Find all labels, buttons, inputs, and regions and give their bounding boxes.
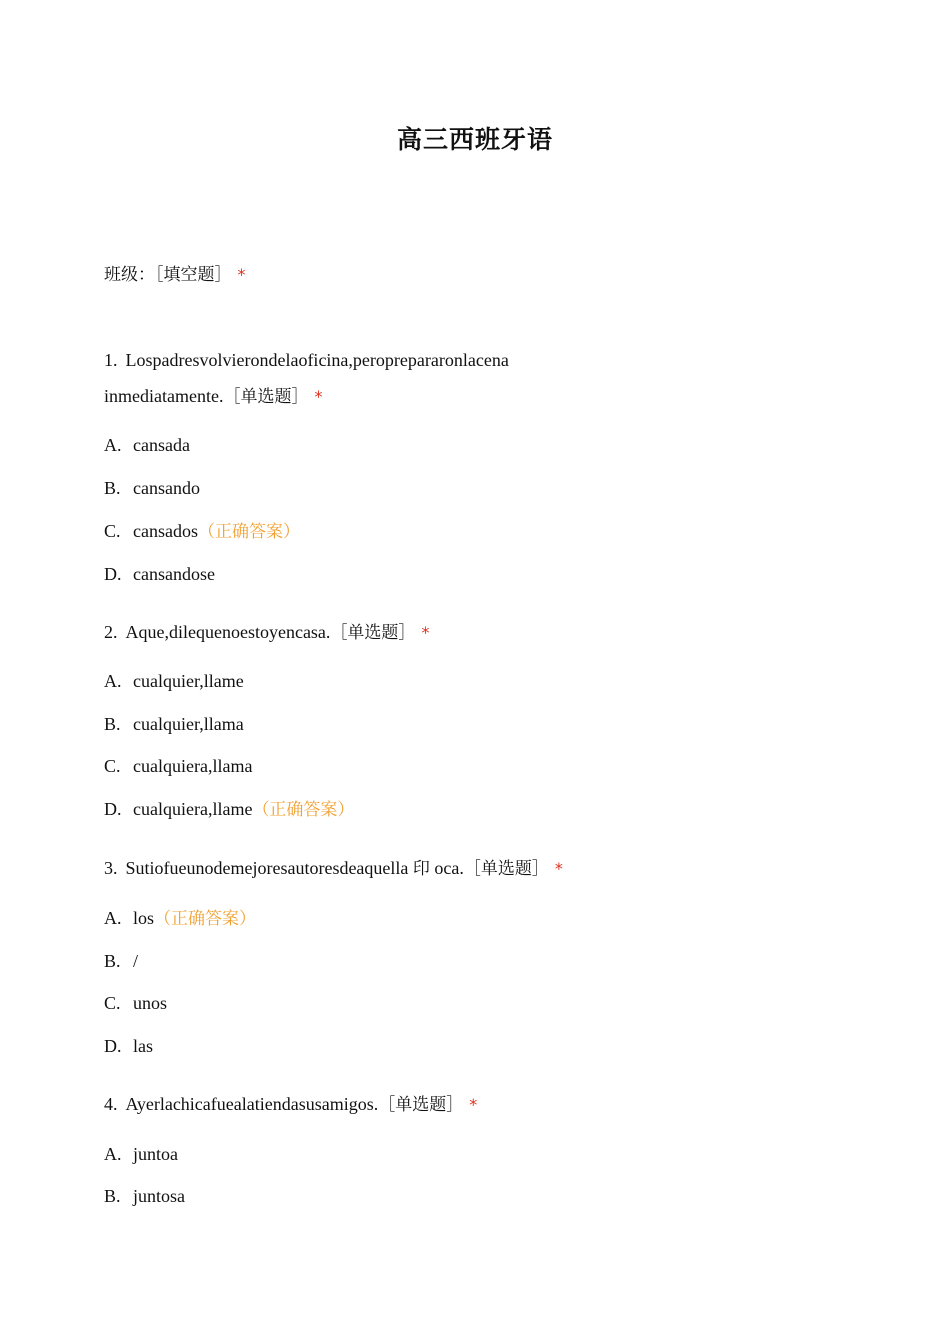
option-2b[interactable] [104, 712, 244, 736]
option-1a[interactable] [104, 433, 190, 457]
option-2a[interactable] [104, 669, 244, 693]
question-number: 2. [104, 622, 118, 642]
question-text: Aque,dilequenoestoyencasa. [125, 622, 331, 642]
option-text: cualquiera,llame [133, 799, 253, 819]
class-field [104, 262, 246, 287]
question-text: Ayerlachicafuealatiendasusamigos. [125, 1094, 379, 1114]
required-mark: * [421, 623, 430, 642]
option-text: cansandose [133, 564, 215, 584]
option-1d[interactable] [104, 562, 215, 586]
question-type: ［单选题］ [223, 387, 309, 407]
option-3c[interactable] [104, 991, 167, 1015]
option-3a[interactable] [104, 906, 256, 931]
required-mark: * [554, 859, 563, 878]
option-text: los [133, 908, 155, 928]
option-2d[interactable] [104, 797, 354, 822]
option-letter: D. [104, 1036, 122, 1056]
required-mark: * [314, 387, 323, 406]
option-text: cualquier,llama [133, 714, 244, 734]
option-text: juntosa [133, 1186, 185, 1206]
option-letter: D. [104, 564, 122, 584]
question-text: Sutiofueunodemejoresautoresdeaquella [125, 858, 409, 878]
option-text: cansados [133, 521, 198, 541]
option-1c[interactable] [104, 519, 300, 544]
option-letter: A. [104, 908, 122, 928]
option-letter: B. [104, 1186, 121, 1206]
option-letter: A. [104, 671, 122, 691]
question-type: ［单选题］ [330, 623, 416, 643]
correct-answer-marker: （正确答案） [154, 909, 257, 929]
correct-answer-marker: （正确答案） [197, 522, 300, 542]
option-letter: A. [104, 435, 122, 455]
option-text: unos [133, 993, 168, 1013]
correct-answer-marker: （正确答案） [252, 800, 355, 820]
option-letter: A. [104, 1144, 122, 1164]
question-text: oca. [434, 858, 464, 878]
option-letter: C. [104, 521, 121, 541]
page-title: 高三西班牙语 [396, 125, 553, 154]
question-text: inmediatamente. [104, 386, 224, 406]
option-letter: B. [104, 478, 121, 498]
question-3-text [104, 856, 563, 881]
question-1-text-cont [104, 384, 322, 409]
question-2-text [104, 620, 429, 645]
question-text: Lospadresvolvierondelaoficina,peroprepararonlacena [125, 350, 509, 370]
option-text: cualquier,llame [133, 671, 244, 691]
option-4b[interactable] [104, 1184, 185, 1208]
option-text: / [133, 951, 139, 971]
option-text: cualquiera,llama [133, 756, 253, 776]
option-letter: C. [104, 756, 121, 776]
question-4-text [104, 1092, 477, 1117]
option-text: juntoa [133, 1144, 178, 1164]
question-type: ［单选题］ [378, 1095, 464, 1115]
option-text: cansada [133, 435, 190, 455]
option-3b[interactable] [104, 949, 138, 973]
question-type: ［填空题］ [155, 265, 232, 285]
option-4a[interactable] [104, 1142, 178, 1166]
option-text: cansando [133, 478, 200, 498]
question-text-cjk: 印 [412, 859, 430, 879]
option-2c[interactable] [104, 754, 252, 778]
required-mark: * [237, 265, 246, 284]
option-letter: D. [104, 799, 122, 819]
question-number: 3. [104, 858, 118, 878]
option-letter: B. [104, 714, 121, 734]
question-1-text [104, 348, 509, 372]
option-1b[interactable] [104, 476, 200, 500]
question-type: ［单选题］ [463, 859, 549, 879]
option-3d[interactable] [104, 1034, 153, 1058]
option-text: las [133, 1036, 153, 1056]
question-number: 1. [104, 350, 118, 370]
required-mark: * [469, 1095, 478, 1114]
option-letter: C. [104, 993, 121, 1013]
option-letter: B. [104, 951, 121, 971]
question-number: 4. [104, 1094, 118, 1114]
class-label: 班级： [104, 265, 155, 285]
